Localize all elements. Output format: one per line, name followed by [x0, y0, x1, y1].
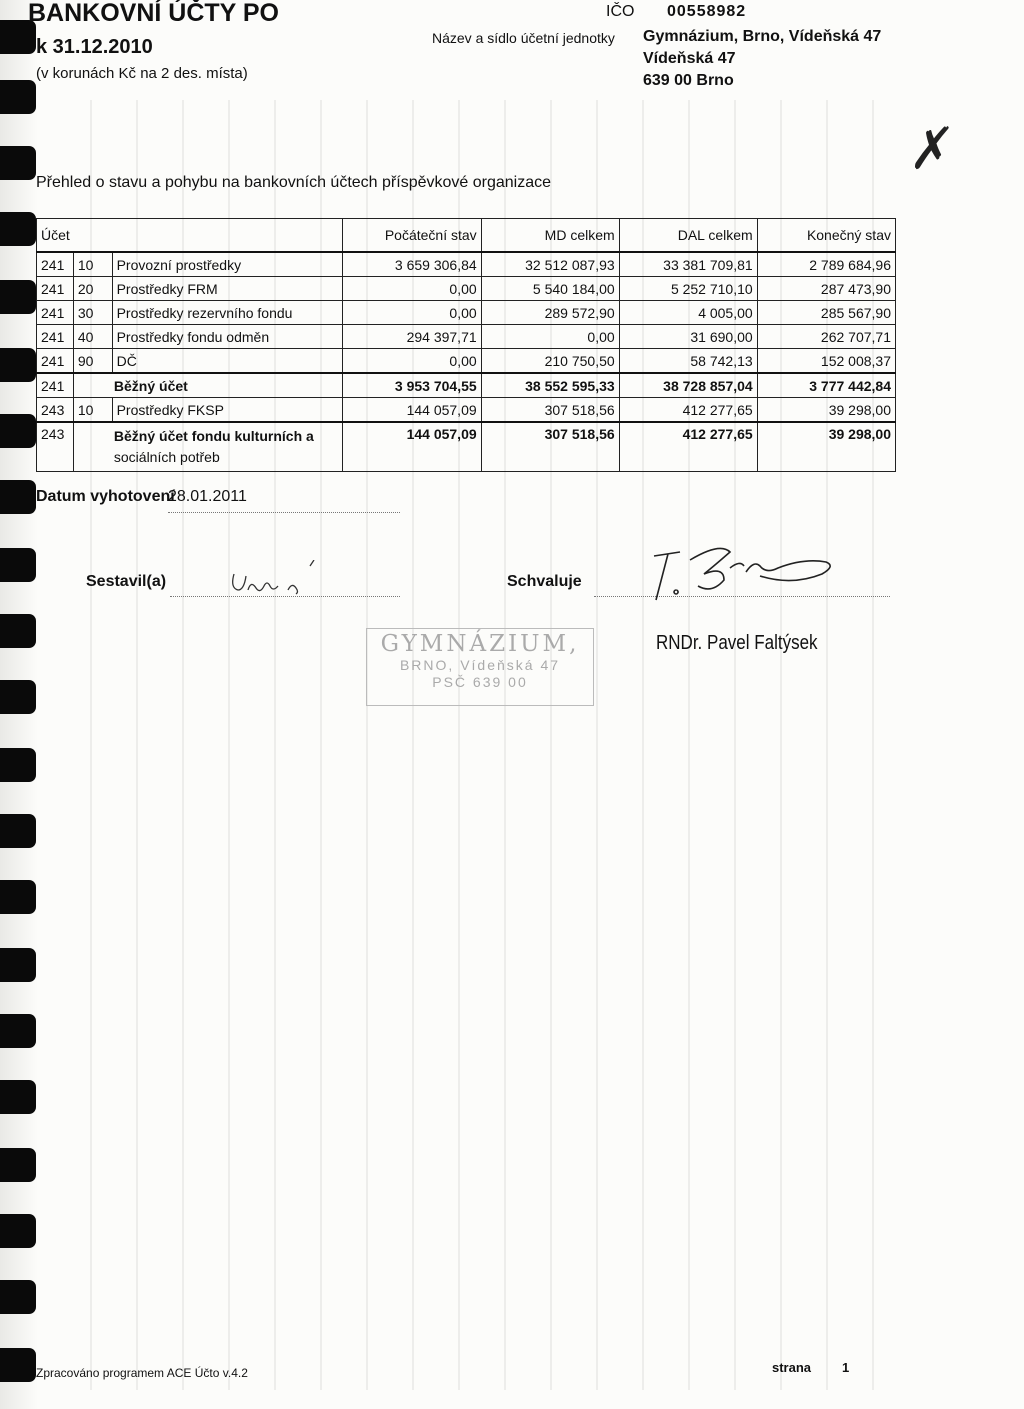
punch-hole [0, 1148, 36, 1182]
overview-title: Přehled o stavu a pohybu na bankovních účtech příspěvkové organizace [36, 174, 551, 191]
punch-hole [0, 1280, 36, 1314]
prepared-date: 28.01.2011 [168, 488, 247, 505]
dal-total: 58 742,13 [619, 349, 757, 374]
punch-hole [0, 748, 36, 782]
account-sub: 30 [73, 301, 112, 325]
prepared-date-label: Datum vyhotovení [36, 488, 175, 505]
start-balance: 0,00 [343, 301, 481, 325]
table-row [37, 301, 896, 325]
account-code: 241 [37, 373, 74, 398]
punch-hole [0, 1080, 36, 1114]
header-md: MD celkem [481, 219, 619, 253]
start-balance: 3 953 704,55 [343, 373, 481, 398]
md-total: 5 540 184,00 [481, 277, 619, 301]
account-name-line-2: sociálních potřeb [113, 449, 220, 465]
account-name: Prostředky fondu odměn [112, 325, 343, 349]
page-number: 1 [842, 1360, 850, 1375]
md-total: 38 552 595,33 [481, 373, 619, 398]
punch-hole [0, 146, 36, 180]
start-balance: 144 057,09 [343, 398, 481, 423]
account-code: 241 [37, 277, 74, 301]
account-name-line-1: Běžný účet fondu kulturních a [113, 428, 314, 444]
punch-hole [0, 480, 36, 514]
account-code: 241 [37, 301, 74, 325]
punch-hole [0, 548, 36, 582]
dal-total: 412 277,65 [619, 422, 757, 472]
md-total: 32 512 087,93 [481, 252, 619, 277]
account-sub: 40 [73, 325, 112, 349]
punch-hole [0, 414, 36, 448]
start-balance: 3 659 306,84 [343, 252, 481, 277]
approver-name: RNDr. Pavel Faltýsek [656, 632, 818, 654]
dal-total: 38 728 857,04 [619, 373, 757, 398]
document-title: BANKOVNÍ ÚČTY PO [28, 0, 279, 27]
bank-accounts-table [36, 218, 896, 472]
md-total: 307 518,56 [481, 422, 619, 472]
dal-total: 4 005,00 [619, 301, 757, 325]
account-sub: 10 [73, 252, 112, 277]
punch-hole [0, 1014, 36, 1048]
header-dal: DAL celkem [619, 219, 757, 253]
approver-signature [646, 538, 846, 602]
header-account: Účet [37, 219, 343, 253]
end-balance: 287 473,90 [757, 277, 895, 301]
account-name: Prostředky rezervního fondu [112, 301, 343, 325]
school-stamp [366, 628, 594, 706]
units-note: (v korunách Kč na 2 des. místa) [36, 65, 248, 82]
handwritten-check-mark: ✗ [902, 117, 954, 183]
table-row [37, 349, 896, 374]
punch-hole [0, 1348, 36, 1382]
prepared-by-signature [226, 560, 326, 600]
end-balance: 39 298,00 [757, 398, 895, 423]
md-total: 210 750,50 [481, 349, 619, 374]
ico-label: IČO [606, 3, 635, 20]
dal-total: 5 252 710,10 [619, 277, 757, 301]
account-sub: 10 [73, 398, 112, 423]
table-row [37, 252, 896, 277]
punch-hole [0, 948, 36, 982]
unit-name: Gymnázium, Brno, Vídeňská 47 [643, 28, 882, 45]
punch-hole [0, 814, 36, 848]
punch-hole [0, 280, 36, 314]
table-row [37, 277, 896, 301]
start-balance: 0,00 [343, 277, 481, 301]
punch-hole [0, 680, 36, 714]
stamp-line-3: PSČ 639 00 [432, 674, 528, 690]
end-balance: 39 298,00 [757, 422, 895, 472]
account-sub: 20 [73, 277, 112, 301]
end-balance: 152 008,37 [757, 349, 895, 374]
prepared-by-label: Sestavil(a) [86, 573, 167, 590]
dal-total: 33 381 709,81 [619, 252, 757, 277]
end-balance: 285 567,90 [757, 301, 895, 325]
stamp-line-1: GYMNÁZIUM, [380, 631, 580, 657]
account-name: DČ [112, 349, 343, 374]
table-row [37, 325, 896, 349]
account-name: Běžný účet [73, 373, 342, 398]
punch-hole [0, 212, 36, 246]
md-total: 0,00 [481, 325, 619, 349]
page-label: strana [772, 1360, 812, 1375]
account-code: 243 [37, 422, 74, 472]
table-row [37, 398, 896, 423]
start-balance: 144 057,09 [343, 422, 481, 472]
approved-label: Schvaluje [507, 573, 582, 590]
account-name: Prostředky FKSP [112, 398, 343, 423]
account-name: Provozní prostředky [112, 252, 343, 277]
account-code: 241 [37, 349, 74, 374]
punch-hole [0, 80, 36, 114]
table-header-row [37, 219, 896, 253]
ico-value: 00558982 [667, 3, 747, 20]
md-total: 289 572,90 [481, 301, 619, 325]
account-code: 243 [37, 398, 74, 423]
punch-hole [0, 880, 36, 914]
account-name-cell [73, 422, 342, 472]
account-code: 241 [37, 325, 74, 349]
total-row-241 [37, 373, 896, 398]
end-balance: 2 789 684,96 [757, 252, 895, 277]
unit-label: Název a sídlo účetní jednotky [432, 30, 615, 46]
punch-hole [0, 1214, 36, 1248]
account-code: 241 [37, 252, 74, 277]
end-balance: 3 777 442,84 [757, 373, 895, 398]
punch-hole [0, 614, 36, 648]
header-end: Konečný stav [757, 219, 895, 253]
start-balance: 0,00 [343, 349, 481, 374]
account-sub: 90 [73, 349, 112, 374]
stamp-line-2: BRNO, Vídeňská 47 [399, 657, 561, 673]
unit-street: Vídeňská 47 [643, 50, 736, 67]
dal-total: 31 690,00 [619, 325, 757, 349]
date-dotted-line [168, 512, 400, 513]
total-row-243 [37, 422, 896, 472]
account-name: Prostředky FRM [112, 277, 343, 301]
punch-hole [0, 348, 36, 382]
header-start: Počáteční stav [343, 219, 481, 253]
md-total: 307 518,56 [481, 398, 619, 423]
as-of-date: k 31.12.2010 [36, 36, 153, 58]
unit-city: 639 00 Brno [643, 72, 734, 89]
end-balance: 262 707,71 [757, 325, 895, 349]
start-balance: 294 397,71 [343, 325, 481, 349]
software-note: Zpracováno programem ACE Účto v.4.2 [36, 1366, 248, 1380]
dal-total: 412 277,65 [619, 398, 757, 423]
